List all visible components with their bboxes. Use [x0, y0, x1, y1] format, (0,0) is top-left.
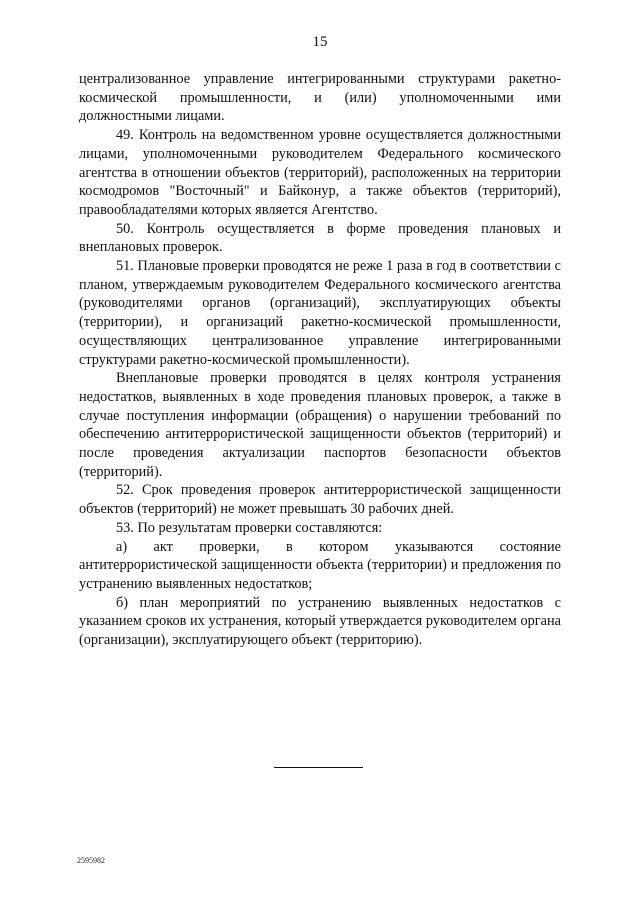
paragraph-item-50: 50. Контроль осуществляется в форме проведения плановых и внеплановых проверок.: [79, 220, 561, 256]
page-number: 15: [312, 34, 328, 50]
paragraph-item-52: 52. Срок проведения проверок антитеррористической защищенности объектов (территорий) не может превышать 30 рабочих дней.: [79, 482, 561, 518]
paragraph-item-49: 49. Контроль на ведомственном уровне осуществляется должностными лицами, уполномоченными руководителем Федерального космического агентства в отношении объектов (территорий), расположенных на территории космодромов "Восточный" и Байконур, а также объектов (территорий), правообладателями которых является Агентство.: [79, 127, 561, 218]
paragraph-item-51: 51. Плановые проверки проводятся не реже 1 раза в год в соответствии с планом, утверждаемым руководителем Федерального космического агентства (руководителями органов (организаций), эксплуатирующих объекты (территории), и организаций ракетно-космической промышленности, осуществляющих централизованное управление интегрированными структурами ракетно-космической промышленности).: [79, 258, 561, 368]
document-body: [79, 70, 561, 650]
paragraph-item-53a: а) акт проверки, в котором указываются состояние антитеррористической защищенности объекта (территории) и предложения по устранению выявленных недостатков;: [79, 538, 561, 592]
paragraph-unscheduled-inspections: Внеплановые проверки проводятся в целях контроля устранения недостатков, выявленных в ходе проведения плановых проверок, а также в случае поступления информации (обращения) о нарушении требований по обеспечению антитеррористической защищенности объектов (территорий) и после проведения актуализации паспортов безопасности объектов (территорий).: [79, 370, 561, 480]
paragraph-item-53b: б) план мероприятий по устранению выявленных недостатков с указанием сроков их устранения, который утверждается руководителем органа (организации), эксплуатирующего объект (территорию).: [79, 594, 561, 649]
document-id: 2595982: [77, 856, 105, 865]
paragraph-continuation: централизованное управление интегрированными структурами ракетно-космической промышленности, и (или) уполномоченными ими должностными лицами.: [79, 71, 561, 125]
paragraph-item-53: 53. По результатам проверки составляются:: [116, 519, 383, 536]
end-separator-line: [274, 767, 363, 768]
